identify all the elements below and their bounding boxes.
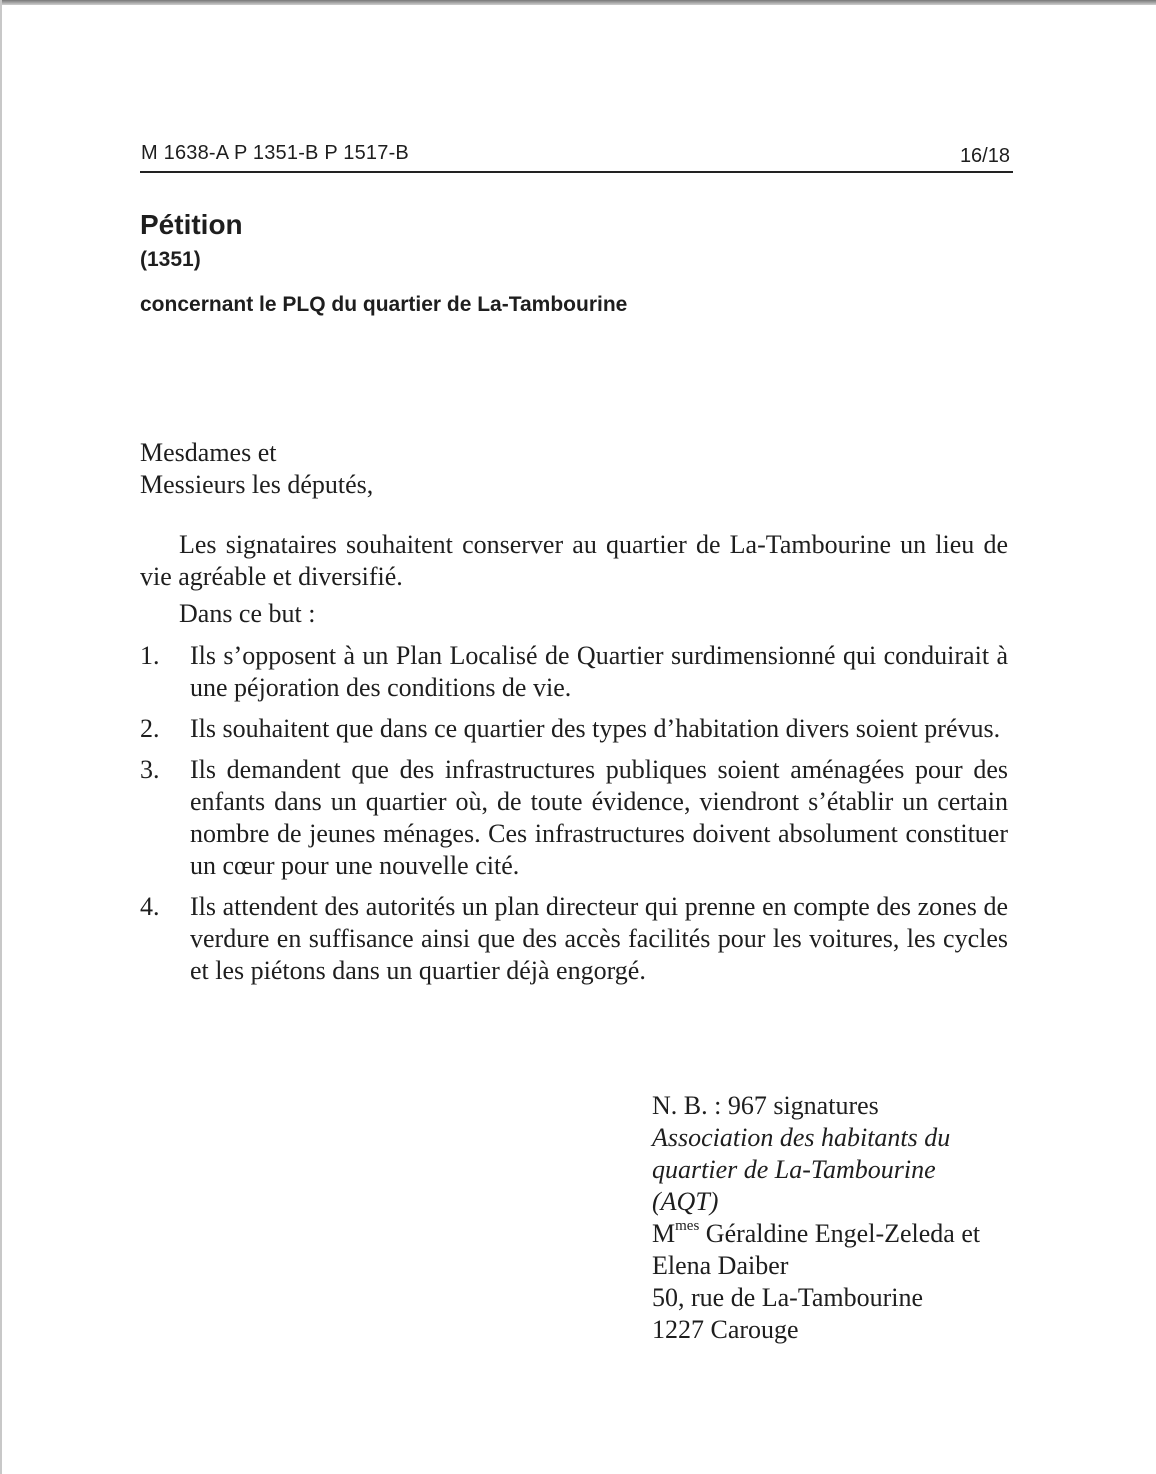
petition-subject: concernant le PLQ du quartier de La-Tambourine xyxy=(140,293,628,316)
list-item xyxy=(140,754,1008,882)
salutation-line-1: Mesdames et xyxy=(140,438,277,467)
scan-top-edge xyxy=(0,0,1156,5)
title-prefix: M xyxy=(652,1219,676,1248)
list-item-number: 1. xyxy=(140,641,160,670)
document-reference: M 1638-A P 1351-B P 1517-B xyxy=(141,142,409,164)
list-item xyxy=(140,713,1008,745)
address-street: 50, rue de La-Tambourine xyxy=(652,1283,924,1312)
association-name-line-2: quartier de La-Tambourine xyxy=(652,1155,936,1184)
signatory-names-line-2: Elena Daiber xyxy=(652,1251,789,1280)
intro-paragraph: Les signataires souhaitent conserver au quartier de La-Tambourine un lieu de vie agréable et diversifié. xyxy=(140,530,1008,591)
list-item-text: Ils demandent que des infrastructures publiques soient aménagées pour des enfants dans un quartier où, de toute évidence, viendront s’établir un certain nombre de jeunes ménages. Ces infrastructures doivent absolument constituer un cœur pour une nouvelle cité. xyxy=(190,755,1008,880)
salutation-line-2: Messieurs les députés, xyxy=(140,470,374,499)
address-city: 1227 Carouge xyxy=(652,1315,799,1344)
signature-count: N. B. : 967 signatures xyxy=(652,1091,879,1120)
title-superscript: mes xyxy=(675,1218,700,1234)
aim-line: Dans ce but : xyxy=(179,599,316,628)
list-item-text: Ils attendent des autorités un plan directeur qui prenne en compte des zones de verdure en suffisance ainsi que des accès facilités pour les voitures, les cycles et les piétons dans un quartier déjà engorgé. xyxy=(190,892,1008,985)
signature-block xyxy=(652,1090,1032,1346)
page-number: 16/18 xyxy=(959,145,1010,167)
page-header xyxy=(140,140,1013,173)
list-item-number: 3. xyxy=(140,755,160,784)
page-title: Pétition xyxy=(140,209,243,240)
scan-left-edge xyxy=(0,0,2,1474)
list-item-text: Ils s’opposent à un Plan Localisé de Quartier surdimensionné qui conduirait à une péjoration des conditions de vie. xyxy=(190,641,1008,702)
demands-list xyxy=(140,640,1008,996)
petition-number: (1351) xyxy=(140,248,201,271)
association-acronym: (AQT) xyxy=(652,1187,719,1216)
salutation xyxy=(140,437,373,501)
list-item-number: 4. xyxy=(140,892,160,921)
list-item xyxy=(140,891,1008,987)
signatory-names: Géraldine Engel-Zeleda et xyxy=(699,1219,981,1248)
association-name-line-1: Association des habitants du xyxy=(652,1123,951,1152)
list-item-number: 2. xyxy=(140,714,160,743)
signatory-names-line-1 xyxy=(652,1218,1032,1250)
list-item-text: Ils souhaitent que dans ce quartier des types d’habitation divers soient prévus. xyxy=(190,714,1001,743)
list-item xyxy=(140,640,1008,704)
